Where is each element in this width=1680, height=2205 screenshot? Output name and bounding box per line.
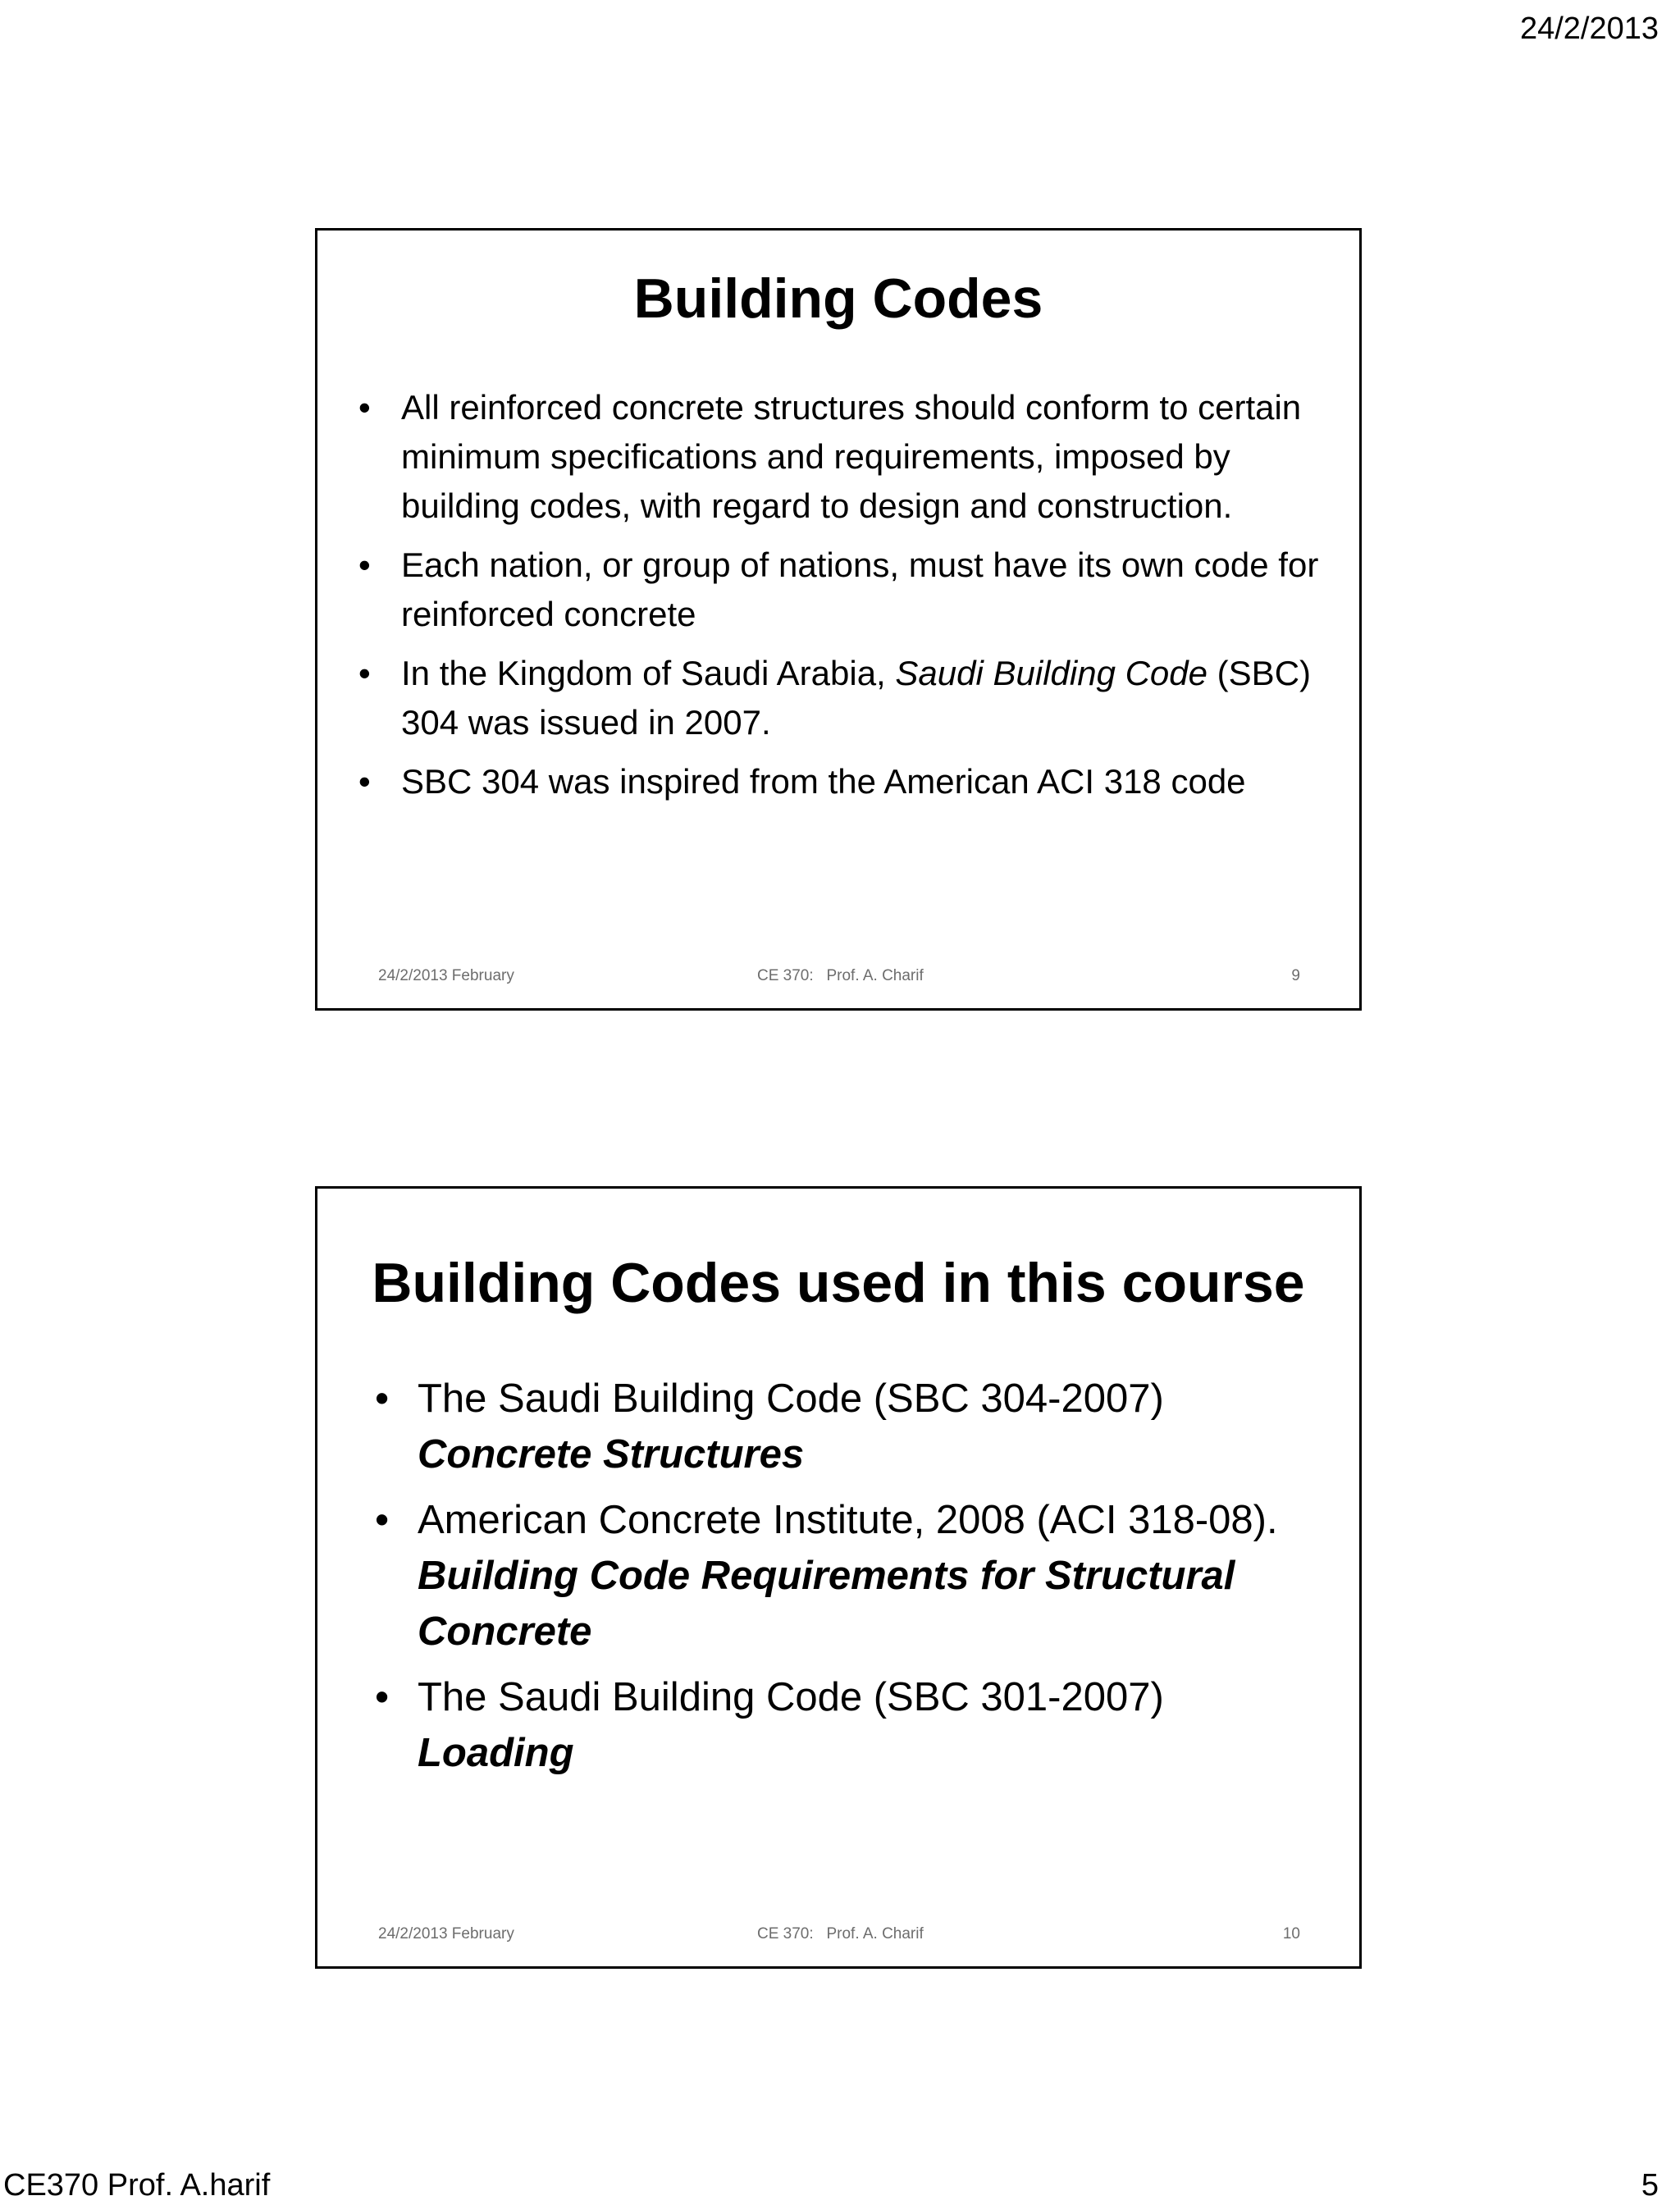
slide-building-codes <box>315 228 1362 1011</box>
bullet-item <box>358 757 1326 806</box>
slide-number: 10 <box>1282 1925 1300 1942</box>
bullet-text-italic: Saudi Building Code <box>895 654 1208 692</box>
page-number: 5 <box>1641 2168 1659 2203</box>
slide-footer <box>317 967 1359 987</box>
bullet-item <box>375 1669 1294 1781</box>
page-date: 24/2/2013 <box>1519 11 1659 46</box>
page-footer-author: CE370 Prof. A.harif <box>3 2168 271 2203</box>
slide-building-codes-used <box>315 1186 1362 1969</box>
bullet-icon: • <box>358 546 371 584</box>
bullet-item <box>358 649 1326 747</box>
bullet-text: All reinforced concrete structures should conform to certain minimum specifications and requirements, imposed by building codes, with regard to design and construction. <box>401 388 1302 525</box>
bullet-icon: • <box>375 1376 390 1421</box>
slide-title: Building Codes <box>633 267 1043 330</box>
slide-number: 9 <box>1291 967 1300 984</box>
bullet-text: American Concrete Institute, 2008 (ACI 318-08). <box>418 1498 1278 1542</box>
bullet-text-bold-italic: Concrete Structures <box>418 1432 805 1477</box>
bullet-text-prefix: In the Kingdom of Saudi Arabia, <box>401 654 896 692</box>
slide-footer-date: 24/2/2013 February <box>378 1925 514 1942</box>
slide-footer-course: CE 370: Prof. A. Charif <box>757 967 924 984</box>
slide-footer-date: 24/2/2013 February <box>378 967 514 984</box>
bullet-text-bold-italic: Building Code Requirements for Structural Concrete <box>418 1554 1235 1654</box>
bullet-item <box>358 383 1326 531</box>
slide-footer <box>317 1925 1359 1945</box>
slide-footer-course: CE 370: Prof. A. Charif <box>757 1925 924 1942</box>
bullet-text: The Saudi Building Code (SBC 304-2007) <box>418 1376 1164 1421</box>
bullet-item <box>375 1371 1294 1482</box>
bullet-item <box>358 541 1326 639</box>
slide-title: Building Codes used in this course <box>372 1252 1305 1314</box>
bullet-icon: • <box>375 1675 390 1719</box>
bullet-icon: • <box>375 1498 390 1542</box>
bullet-text: The Saudi Building Code (SBC 301-2007) <box>418 1675 1164 1719</box>
bullet-icon: • <box>358 388 371 427</box>
bullet-icon: • <box>358 654 371 692</box>
bullet-text-bold-italic: Loading <box>418 1731 574 1775</box>
bullet-text: Each nation, or group of nations, must have its own code for reinforced concrete <box>401 546 1319 633</box>
bullet-item <box>375 1492 1294 1659</box>
bullet-list <box>358 383 1326 816</box>
bullet-text: SBC 304 was inspired from the American ACI 318 code <box>401 762 1246 801</box>
bullet-list <box>375 1371 1294 1791</box>
bullet-icon: • <box>358 762 371 801</box>
bullet-text-suffix: (SBC) 304 was issued in 2007. <box>401 654 1312 742</box>
